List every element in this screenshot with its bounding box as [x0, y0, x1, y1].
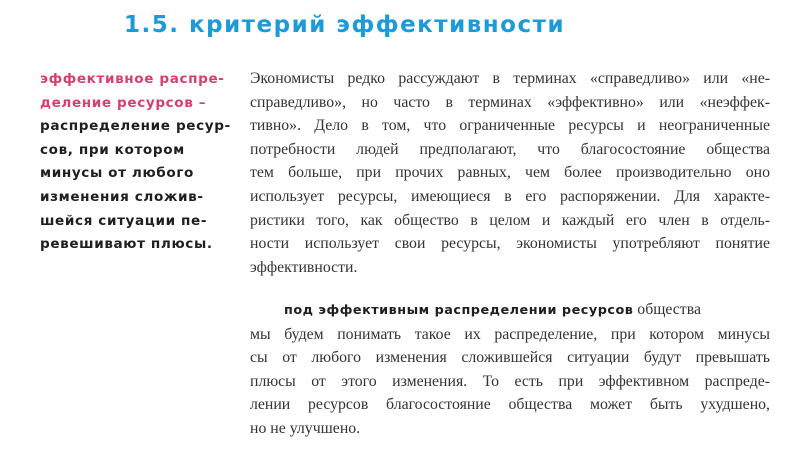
text-line: тем больше, при прочих равных, чем более производительно оно [250, 164, 770, 182]
defined-term: под эффективным распределении ресурсов [284, 303, 634, 318]
text-line: Экономисты редко рассуждают в терминах «справедливо» или «не- [250, 70, 770, 87]
text-line: лении ресурсов благосостояние общества может быть ухудшено, [250, 396, 770, 414]
definition-term: эффективное распре- [40, 71, 225, 87]
text-line: ристики того, как общество в целом и каждый его член в отдель- [250, 211, 770, 229]
text-line: использует ресурсы, имеющиеся в его распоряжении. Для характе- [250, 187, 770, 205]
definition-line: изменения сложив- [40, 188, 204, 205]
definition-line [40, 68, 232, 92]
definition-term: деление ресурсов [40, 94, 194, 111]
section-heading: 1.5. критерий эффективности [124, 12, 566, 38]
text-line-first [250, 298, 770, 323]
definition-line: минусы от любого [40, 165, 194, 182]
text-run: общества [633, 301, 701, 318]
text-line: справедливо», но часто в терминах «эффективно» или «неэффек- [250, 93, 770, 111]
paragraph-1 [250, 67, 770, 279]
definition-line [40, 92, 232, 116]
paragraph-2 [250, 298, 770, 441]
text-line: потребности людей предполагают, что благосостояние общества [250, 140, 770, 158]
definition-line: шейся ситуации пе- [40, 212, 208, 229]
sidebar-definition [40, 68, 232, 257]
text-line: но не улучшено. [250, 419, 361, 437]
definition-line: ревешивают плюсы. [40, 236, 213, 253]
text-line: мы будем понимать такое их распределение, при котором минусы [250, 325, 770, 343]
text-line: плюсы от этого изменения. То есть при эффективном распреде- [250, 372, 770, 390]
text-line: ности использует свои ресурсы, экономисты употребляют понятие [250, 235, 770, 253]
definition-line: сов, при котором [40, 141, 185, 158]
text-line: сы от любого изменения сложившейся ситуации будут превышать [250, 349, 770, 367]
text-line: эффективности. [250, 258, 358, 276]
text-line: тивно». Дело в том, что ограниченные ресурсы и неограниченные [250, 117, 770, 135]
definition-dash: – [193, 94, 207, 111]
definition-line: распределение ресур- [40, 118, 231, 135]
